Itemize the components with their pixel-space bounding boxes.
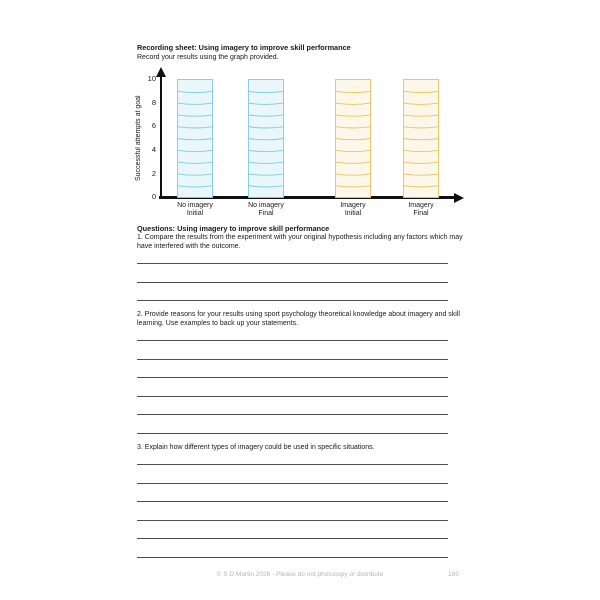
- y-axis-tick-label: 6: [151, 121, 156, 131]
- column-outline: [336, 80, 371, 198]
- y-axis-tick-label: 2: [151, 168, 156, 178]
- category-label-line1: No imagery: [177, 201, 213, 209]
- y-axis-tick-label: 0: [151, 192, 156, 202]
- answer-line: [137, 396, 448, 397]
- chart-column: [335, 79, 372, 199]
- chart-column: [248, 79, 285, 199]
- y-axis-arrow-icon: [156, 67, 166, 77]
- answer-line: [137, 464, 448, 465]
- answer-line: [137, 300, 448, 301]
- category-label-line2: Initial: [186, 209, 204, 217]
- column-outline: [249, 80, 284, 198]
- y-axis-tick-label: 4: [151, 145, 156, 154]
- answer-line: [137, 340, 448, 341]
- answer-line: [137, 433, 448, 434]
- questions-heading: Questions: Using imagery to improve skill performance: [137, 224, 330, 233]
- category-label-line2: Final: [413, 209, 429, 217]
- y-axis-label: Successful attempts at goal: [135, 95, 142, 181]
- answer-line: [137, 483, 448, 484]
- y-axis-tick-label: 10: [147, 74, 156, 84]
- question-block: [137, 444, 463, 558]
- question-block: [137, 311, 463, 434]
- column-outline: [178, 80, 213, 198]
- question-text: 3. Explain how different types of imagery could be used in specific situations.: [137, 443, 375, 451]
- x-axis-arrow-icon: [454, 193, 464, 203]
- y-axis-tick-label: 8: [151, 97, 156, 107]
- answer-line: [137, 377, 448, 378]
- x-axis-category-label: [340, 202, 365, 218]
- x-axis-category-label: [248, 202, 284, 218]
- x-axis-category-label: [177, 202, 213, 218]
- page-number: 185: [448, 571, 459, 578]
- questions-section: [137, 224, 463, 558]
- category-label-line1: No imagery: [248, 201, 284, 209]
- category-label-line2: Initial: [344, 209, 362, 217]
- answer-line: [137, 501, 448, 502]
- chart-column: [177, 79, 214, 199]
- page-subtitle: Record your results using the graph provided.: [137, 54, 279, 61]
- answer-line: [137, 414, 448, 415]
- question-blocks: [137, 234, 463, 558]
- category-label-line1: Imagery: [408, 201, 434, 209]
- category-label-line1: Imagery: [340, 201, 366, 209]
- column-outline: [404, 80, 439, 198]
- footer-copyright: © S D Martin 2026 - Please do not photocopy or distribute: [216, 571, 384, 578]
- x-axis-category-label: [408, 202, 433, 218]
- question-text: 1. Compare the results from the experiment with your original hypothesis including any factors which may have interfered with the outcome.: [137, 234, 463, 250]
- category-label-line2: Final: [258, 209, 274, 217]
- answer-line: [137, 538, 448, 539]
- answer-line: [137, 282, 448, 283]
- question-text: 2. Provide reasons for your results using sport psychology theoretical knowledge about imagery and skill learning. Use examples to back up your statements.: [137, 311, 460, 327]
- answer-line: [137, 557, 448, 558]
- question-block: [137, 234, 463, 301]
- answer-line: [137, 263, 448, 264]
- answer-line: [137, 520, 448, 521]
- page-title: Recording sheet: Using imagery to improve skill performance: [137, 43, 351, 52]
- chart-column: [403, 79, 440, 199]
- answer-line: [137, 359, 448, 360]
- y-axis-line: [160, 75, 162, 198]
